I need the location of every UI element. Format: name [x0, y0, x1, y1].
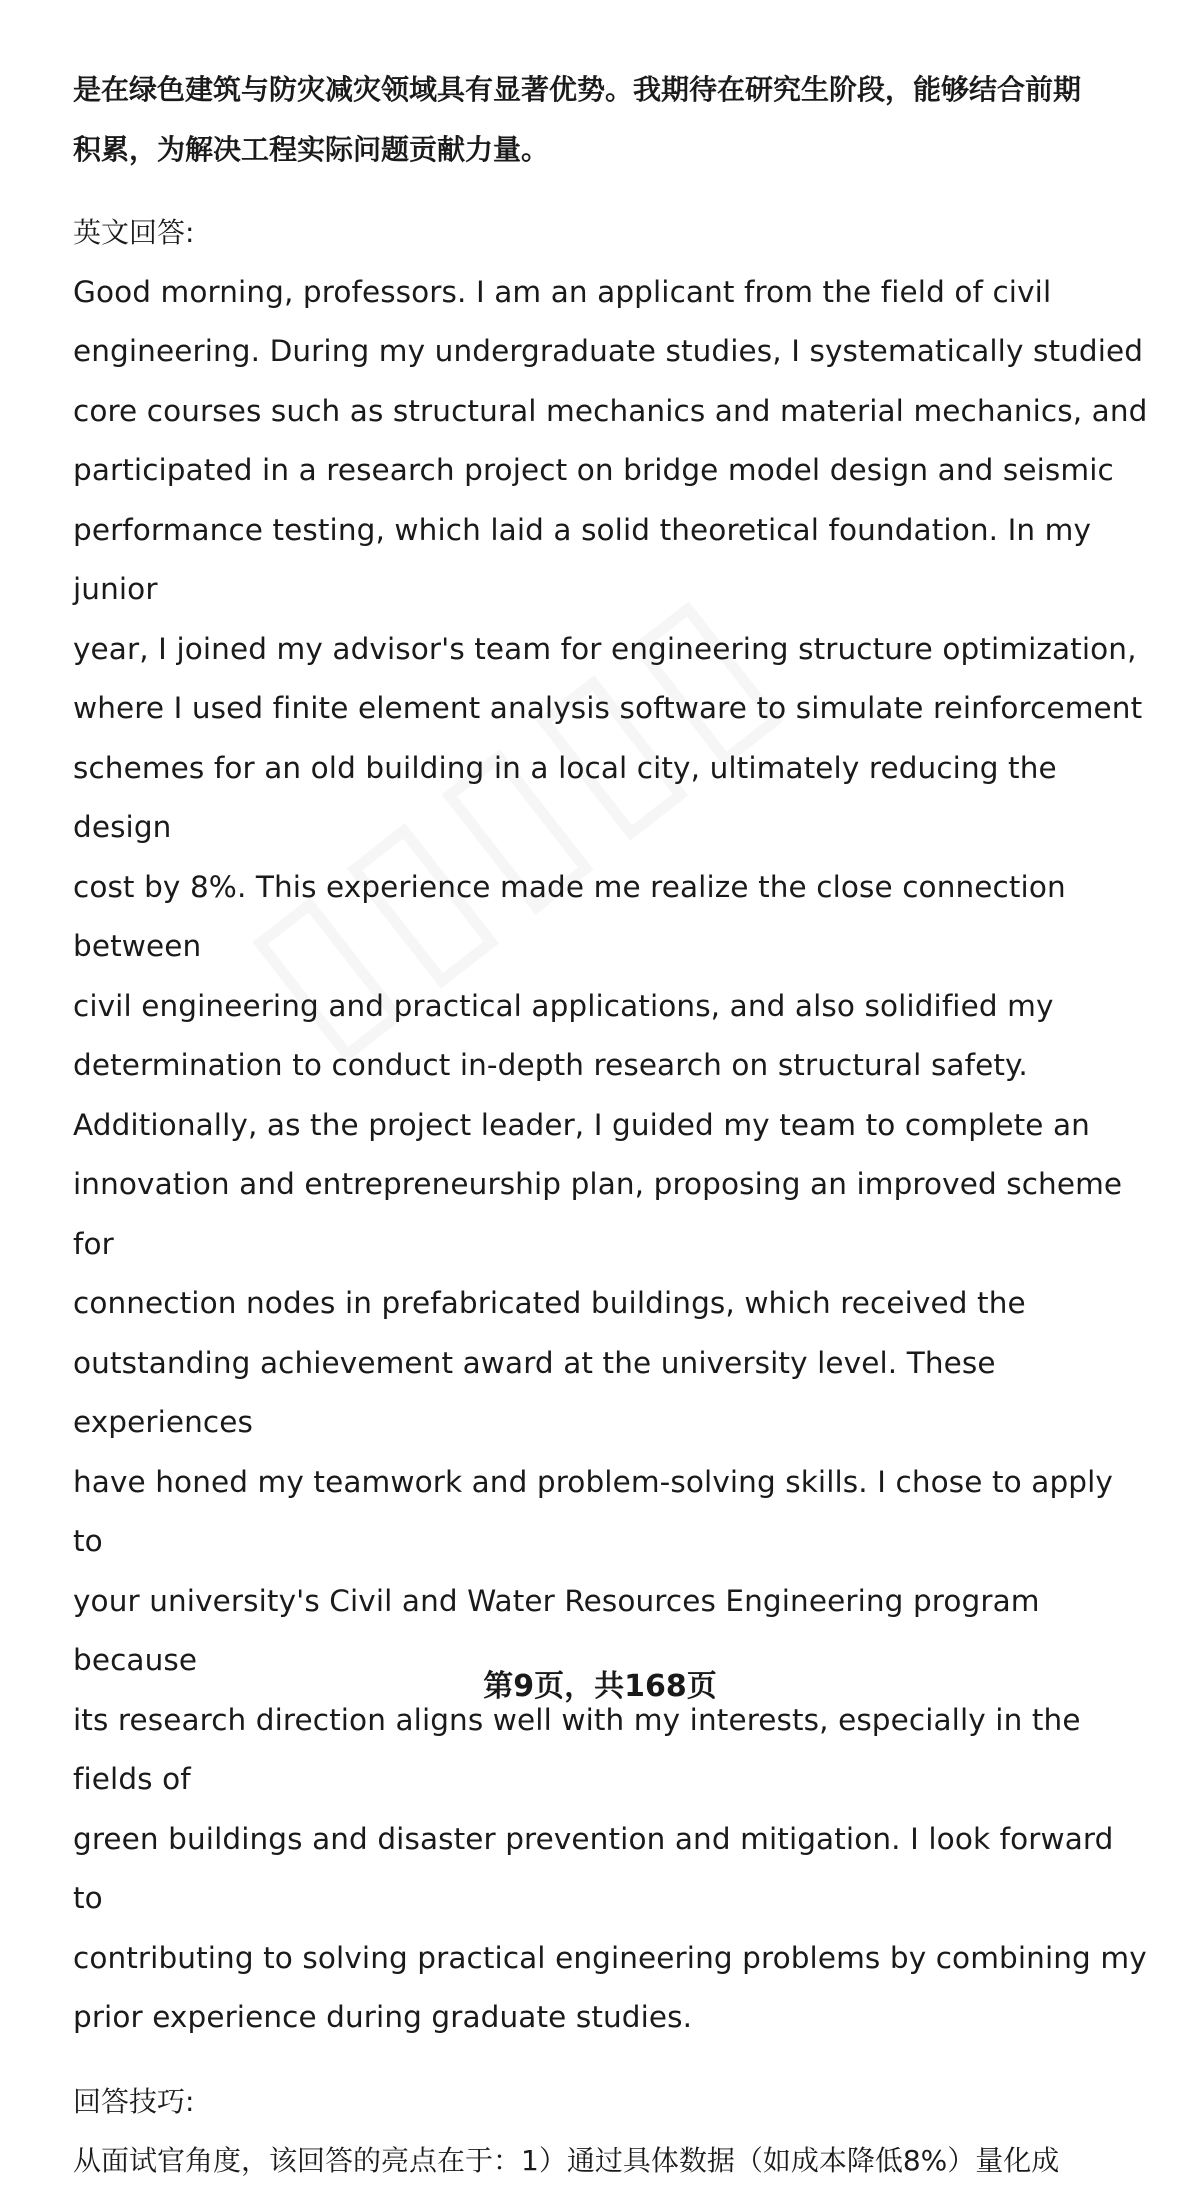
english-answer-line: contributing to solving practical engineering problems by combining my — [73, 1940, 1147, 1975]
english-answer-line: outstanding achievement award at the university level. These experiences — [73, 1345, 996, 1439]
english-answer-line: civil engineering and practical applications, and also solidified my — [73, 988, 1054, 1023]
english-answer-line: engineering. During my undergraduate studies, I systematically studied — [73, 334, 1144, 368]
english-answer-line: year, I joined my advisor's team for engineering structure optimization, — [73, 631, 1137, 666]
intro-line-1: 是在绿色建筑与防灾减灾领域具有显著优势。我期待在研究生阶段，能够结合前期 — [73, 73, 1082, 106]
english-answer-line: prior experience during graduate studies. — [73, 2000, 693, 2034]
page-number-footer: 第9页，共168页 — [483, 1669, 717, 1704]
english-answer-line: Additionally, as the project leader, I guided my team to complete an — [73, 1107, 1090, 1142]
english-answer-line: schemes for an old building in a local city, ultimately reducing the design — [73, 750, 1057, 844]
english-answer-line: performance testing, which laid a solid theoretical foundation. In my junior — [73, 512, 1092, 606]
answer-tips-line: 从面试官角度，该回答的亮点在于：1）通过具体数据（如成本降低8%）量化成 — [73, 2144, 1060, 2177]
english-answer-label: 英文回答: — [73, 216, 195, 249]
english-answer-line: core courses such as structural mechanics and material mechanics, and — [73, 393, 1148, 428]
page-content — [73, 60, 1148, 2191]
english-answer-line: green buildings and disaster prevention and mitigation. I look forward to — [73, 1821, 1114, 1915]
english-answer-line: where I used finite element analysis software to simulate reinforcement — [73, 691, 1143, 725]
english-answer-line: innovation and entrepreneurship plan, proposing an improved scheme for — [73, 1167, 1123, 1261]
answer-tips-label: 回答技巧: — [73, 2084, 195, 2118]
english-answer-line: Good morning, professors. I am an applicant from the field of civil — [73, 274, 1052, 309]
english-answer-line: determination to conduct in-depth research on structural safety. — [73, 1048, 1028, 1082]
english-answer-paragraph — [73, 263, 1148, 2048]
english-answer-line: its research direction aligns well with my interests, especially in the fields of — [73, 1702, 1081, 1796]
english-answer-line: participated in a research project on bridge model design and seismic — [73, 453, 1114, 487]
intro-line-2: 积累，为解决工程实际问题贡献力量。 — [73, 132, 550, 166]
english-answer-line: cost by 8%. This experience made me realize the close connection between — [73, 869, 1066, 963]
english-answer-line: have honed my teamwork and problem-solving skills. I chose to apply to — [73, 1464, 1113, 1558]
intro-paragraph — [73, 60, 1148, 179]
english-answer-line: connection nodes in prefabricated buildings, which received the — [73, 1286, 1026, 1320]
english-answer-line: your university's Civil and Water Resources Engineering program because — [73, 1583, 1040, 1677]
